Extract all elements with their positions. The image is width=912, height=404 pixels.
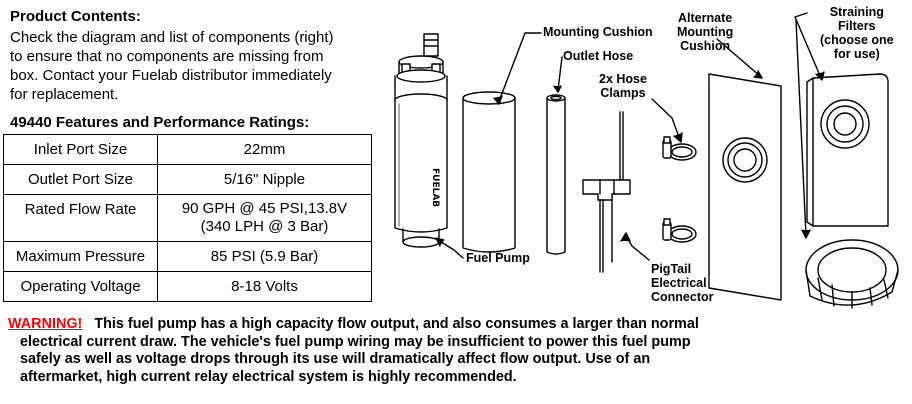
label-line: Cushion xyxy=(680,39,731,53)
alternate-cushion-label xyxy=(677,11,733,53)
warning-line: aftermarket, high current relay electrical system is highly recommended. xyxy=(20,368,517,385)
label-line: Mounting xyxy=(677,25,734,39)
outlet-hose-illustration xyxy=(547,95,565,254)
label-line: 2x Hose xyxy=(599,72,647,86)
intro-line: Check the diagram and list of components (right) xyxy=(10,29,334,46)
pigtail-connector-illustration xyxy=(583,112,630,272)
alternate-cushion-illustration xyxy=(709,74,781,300)
label-line: Connector xyxy=(651,290,714,304)
fuel-pump-illustration xyxy=(395,34,447,247)
pump-brand-text: FUELAB xyxy=(430,168,440,208)
spec-label: Inlet Port Size xyxy=(4,135,158,165)
spec-value: 22mm xyxy=(158,135,372,165)
spec-value-line: (340 LPH @ 3 Bar) xyxy=(200,218,329,235)
spec-value-line: 90 GPH @ 45 PSI,13.8V xyxy=(181,200,348,217)
spec-value: 8-18 Volts xyxy=(158,272,372,302)
warning-line: electrical current draw. The vehicle's fuel pump wiring may be insufficient to power this fuel pump xyxy=(20,333,691,350)
mounting-cushion-label: Mounting Cushion xyxy=(543,25,653,39)
outlet-hose-label: Outlet Hose xyxy=(563,49,634,63)
product-contents-title: Product Contents: xyxy=(10,8,141,25)
straining-filter-sock-illustration xyxy=(806,240,898,308)
label-line: (choose one xyxy=(820,33,894,47)
label-line: Filters xyxy=(838,19,876,33)
hose-clamps-label xyxy=(599,72,647,100)
spec-label: Rated Flow Rate xyxy=(4,195,158,242)
fuel-pump-label: Fuel Pump xyxy=(466,251,530,265)
straining-filters-label xyxy=(820,5,894,61)
label-line: Electrical xyxy=(651,276,707,290)
label-line: Clamps xyxy=(600,86,646,100)
label-line: Straining xyxy=(829,5,884,19)
label-line: for use) xyxy=(833,47,880,61)
pigtail-connector-label xyxy=(651,262,714,304)
label-line: Alternate xyxy=(678,11,733,25)
spec-label: Outlet Port Size xyxy=(4,165,158,195)
warning-line: This fuel pump has a high capacity flow output, and also consumes a larger than normal xyxy=(94,316,699,332)
intro-line: box. Contact your Fuelab distributor immediately xyxy=(10,67,332,84)
warning-line: safely as well as voltage drops through its use will dramatically affect flow output. Use of an xyxy=(20,351,651,367)
intro-line: to ensure that no components are missing from xyxy=(10,48,324,65)
spec-label: Maximum Pressure xyxy=(4,242,158,272)
hose-clamp-illustration xyxy=(663,219,696,242)
straining-filter-flat-illustration xyxy=(807,74,888,226)
features-table-title: 49440 Features and Performance Ratings: xyxy=(10,114,310,131)
spec-value: 5/16" Nipple xyxy=(158,165,372,195)
warning-label: WARNING! xyxy=(8,316,83,332)
spec-label: Operating Voltage xyxy=(4,272,158,302)
intro-line: for replacement. xyxy=(10,86,119,103)
label-line: PigTail xyxy=(651,262,692,276)
spec-value: 85 PSI (5.9 Bar) xyxy=(158,242,372,272)
mounting-cushion-illustration xyxy=(463,92,515,252)
